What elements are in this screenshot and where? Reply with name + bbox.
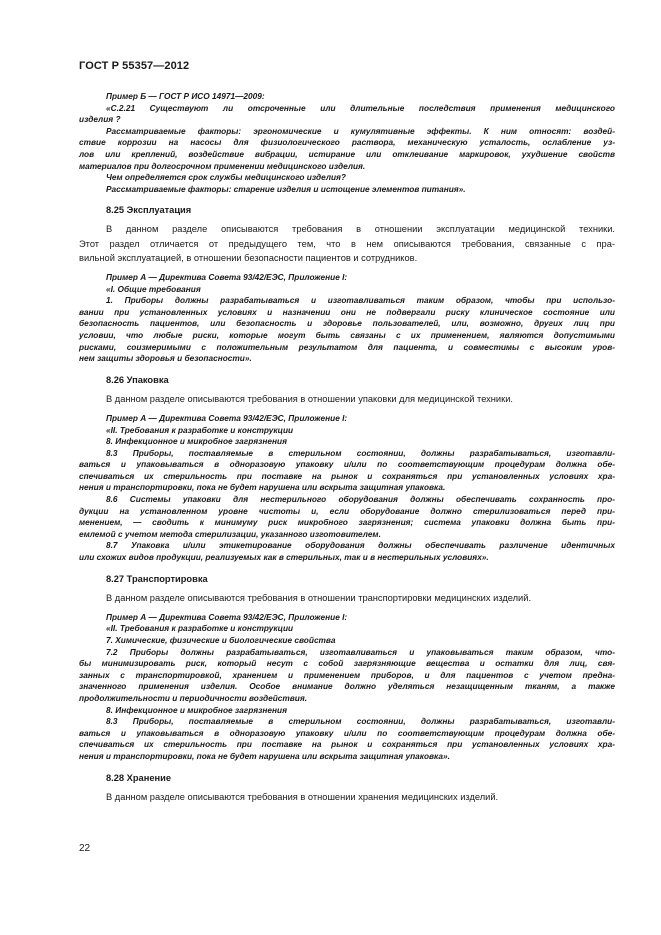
quote-line: 8.3 Приборы, поставляемые в стерильном состоянии, должны разрабатываться, изготавли- <box>106 716 615 727</box>
quote-line: дукции на установленном уровне чистоты и, если оборудование должно стерилизоваться перед при- <box>79 505 615 516</box>
quote-line: менением, — сводить к минимуму риск микробного загрязнения; система упаковки должна быть при- <box>79 517 615 528</box>
quote-line: ствие коррозии на насосы для физиологического раствора, механическую усталость, ослабление уз- <box>79 137 615 148</box>
quote-line: 8. Инфекционное и микробное загрязнения <box>106 436 287 447</box>
quote-line: бы минимизировать риск, который несут с собой загрязняющие вещества и остатки для лиц, свя- <box>79 658 615 669</box>
page-content <box>79 91 615 804</box>
quote-line: значенного применения изделия. Особое внимание должно уделяться незащищенным тканям, а также <box>79 681 615 692</box>
quote-line: или схожих видов продукции, реализуемых как в стерильных, так и в нестерильных условиях». <box>79 552 489 563</box>
example-title: Пример Б — ГОСТ Р ИСО 14971—2009: <box>106 91 265 101</box>
page-number: 22 <box>79 843 91 854</box>
quote-line: спечиваться их стерильность при поставке на рынок и сохраняться при установленных условиях хра- <box>79 739 615 750</box>
quote-line: «С.2.21 Существуют ли отсроченные или длительные последствия применения медицинского <box>106 102 615 113</box>
quote-line: продолжительности и периодичности воздействия. <box>79 692 308 703</box>
quote-line: нем защиты здоровья и безопасности». <box>79 353 252 364</box>
quote-line: спечиваться их стерильность при поставке на рынок и сохраняться при установленных условиях хра- <box>79 470 615 481</box>
quote-line: 8.7 Упаковка и/или этикетирование оборудования должны обеспечивать различение идентичных <box>106 540 615 551</box>
quote-line: вании при установленных условиях и назначении они не подвергали риску клиническое состояние или <box>79 306 615 317</box>
quote-line: 7.2 Приборы должны разрабатываться, изготавливаться и упаковываться таким образом, что- <box>106 646 615 657</box>
quote-line: 1. Приборы должны разрабатываться и изготавливаться таким образом, чтобы при использо- <box>106 295 615 306</box>
example-title: Пример А — Директива Совета 93/42/ЕЭС, Приложение I: <box>106 271 348 282</box>
quote-line: Рассматриваемые факторы: эргономические и кумулятивные эффекты. К ним относят: воздей- <box>106 125 615 136</box>
quote-line: Чем определяется срок службы медицинского изделия? <box>106 172 347 183</box>
quote-line: 8.6 Системы упаковки для нестерильного оборудования должны обеспечивать сохранность про- <box>106 494 615 505</box>
quote-line: 8. Инфекционное и микробное загрязнения <box>106 704 287 715</box>
quote-line: рисками, соизмеримыми с положительным результатом для пациента, и совместимы с высоким уров- <box>79 341 615 352</box>
quote-line: ваться и упаковываться в одноразовую упаковку и/или по соответствующим процедурам должна обе- <box>79 459 615 470</box>
quote-line: лов или креплений, воздействие вибрации, истирание или отклеивание маркировок, ухудшение свойств <box>79 148 615 159</box>
section-heading-8-27: 8.27 Транспортировка <box>106 573 208 584</box>
quote-line: изделия ? <box>79 114 121 125</box>
body-line: В данном разделе описываются требования в отношении эксплуатации медицинской техники. <box>106 224 615 235</box>
body-line: Этот раздел отличается от предыдущего тем, что в нем описываются требования, связанные с пра- <box>79 238 615 249</box>
quote-line: материалов при долгосрочном применении медицинского изделия. <box>79 160 366 171</box>
quote-line: емлемой с учетом метода стерилизации, указанного изготовителем. <box>79 528 381 539</box>
quote-line: ваться и упаковываться в одноразовую упаковку и/или по соответствующим процедурам должна обе- <box>79 727 615 738</box>
example-a-block <box>79 272 615 365</box>
quote-line: безопасность пациентов, или безопасность и здоровье пользователей, или, возможно, других лиц при <box>79 318 615 329</box>
quote-line: Рассматриваемые факторы: старение изделия и истощение элементов питания». <box>106 183 466 194</box>
section-heading-8-26: 8.26 Упаковка <box>106 374 169 385</box>
quote-line: «I. Общие требования <box>106 283 201 294</box>
quote-line: 8.3 Приборы, поставляемые в стерильном состоянии, должны разрабатываться, изготавли- <box>106 447 615 458</box>
example-title: Пример А — Директива Совета 93/42/ЕЭС, Приложение I: <box>106 611 348 622</box>
quote-line: 7. Химические, физические и биологические свойства <box>106 635 336 646</box>
quote-line: нения и транспортировки, пока не будет нарушена или вскрыта защитная упаковка». <box>79 750 450 761</box>
body-line: вильной эксплуатацией, в отношении безопасности пациентов и сотрудников. <box>79 252 418 263</box>
example-a-block <box>79 413 615 564</box>
quote-line: «II. Требования к разработке и конструкции <box>106 623 294 634</box>
quote-line: «II. Требования к разработке и конструкции <box>106 424 294 435</box>
body-line: В данном разделе описываются требования в отношении транспортировки медицинских изделий. <box>106 592 532 603</box>
body-line: В данном разделе описываются требования в отношении упаковки для медицинской техники. <box>106 393 513 404</box>
quote-line: занных с транспортировкой, хранением и применением приборов, и для пациентов с учетом предна- <box>79 669 615 680</box>
example-title: Пример А — Директива Совета 93/42/ЕЭС, Приложение I: <box>106 412 348 423</box>
example-b-block <box>79 91 615 195</box>
quote-line: нения и транспортировки, пока не будет нарушена или вскрыта защитная упаковка. <box>79 482 446 493</box>
body-line: В данном разделе описываются требования в отношении хранения медицинских изделий. <box>106 791 499 802</box>
example-a-block <box>79 612 615 763</box>
document-header: ГОСТ Р 55357—2012 <box>79 60 190 72</box>
quote-line: условии, что любые риски, которые могут быть связаны с их применением, являются допустимыми <box>79 329 615 340</box>
section-heading-8-25: 8.25 Эксплуатация <box>106 205 192 216</box>
section-heading-8-28: 8.28 Хранение <box>106 772 172 783</box>
